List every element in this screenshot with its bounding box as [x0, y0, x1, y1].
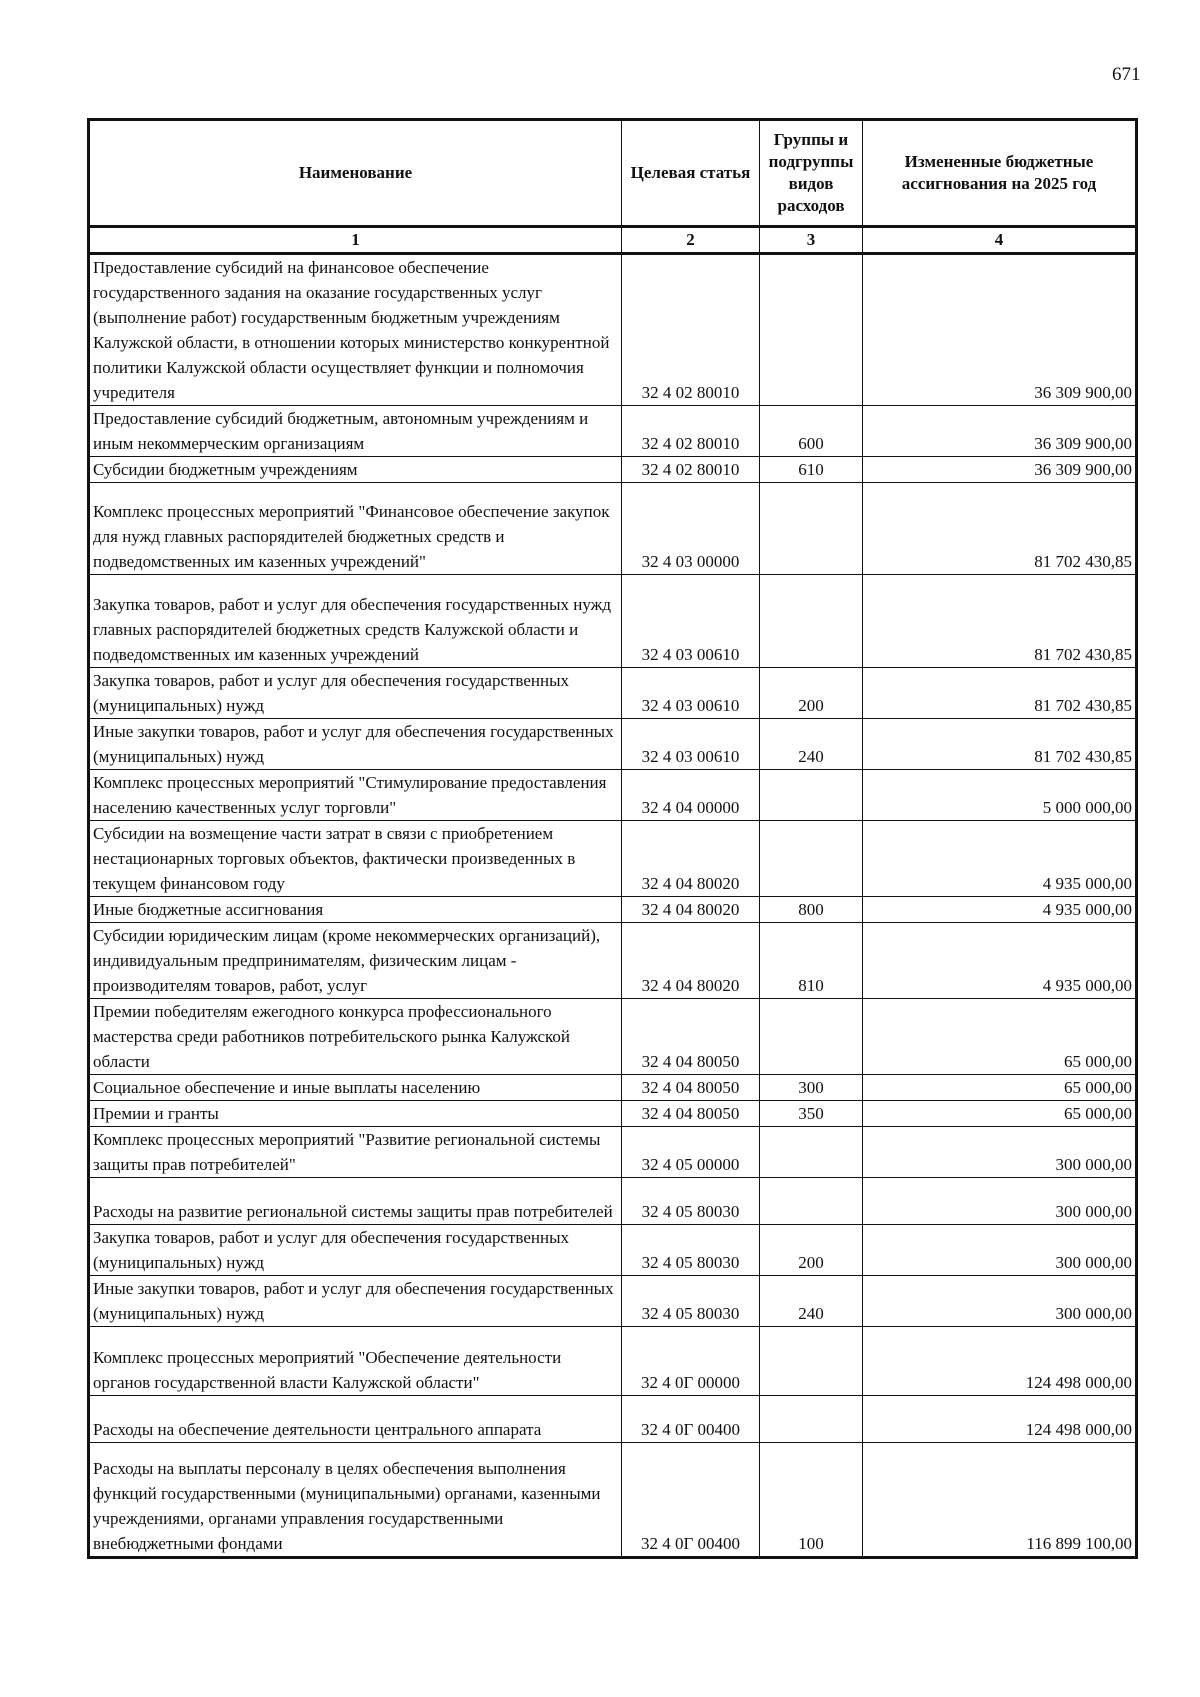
- row-group: 200: [760, 1225, 863, 1276]
- row-code: 32 4 04 80020: [622, 821, 760, 897]
- row-amount: 300 000,00: [863, 1276, 1137, 1327]
- row-amount: 36 309 900,00: [863, 457, 1137, 483]
- row-name: Премии победителям ежегодного конкурса профессионального мастерства среди работников потребительского рынка Калужской области: [89, 999, 622, 1075]
- row-name: Субсидии бюджетным учреждениям: [89, 457, 622, 483]
- table-row: [89, 575, 1137, 668]
- table-row: [89, 1178, 1137, 1225]
- header-code: Целевая статья: [622, 120, 760, 227]
- row-code: 32 4 05 00000: [622, 1127, 760, 1178]
- table-row: [89, 483, 1137, 575]
- row-group: 810: [760, 923, 863, 999]
- row-code: 32 4 04 80020: [622, 897, 760, 923]
- row-group: 300: [760, 1075, 863, 1101]
- table-row: [89, 457, 1137, 483]
- row-code: 32 4 0Г 00400: [622, 1396, 760, 1443]
- row-group: [760, 254, 863, 406]
- row-name: Закупка товаров, работ и услуг для обеспечения государственных (муниципальных) нужд: [89, 668, 622, 719]
- row-amount: 300 000,00: [863, 1225, 1137, 1276]
- row-code: 32 4 03 00610: [622, 719, 760, 770]
- row-group: 100: [760, 1443, 863, 1558]
- row-code: 32 4 0Г 00000: [622, 1327, 760, 1396]
- budget-table: [87, 118, 1138, 1559]
- table-row: [89, 668, 1137, 719]
- row-code: 32 4 04 80050: [622, 1075, 760, 1101]
- row-code: 32 4 04 80050: [622, 1101, 760, 1127]
- row-group: [760, 770, 863, 821]
- row-code: 32 4 05 80030: [622, 1276, 760, 1327]
- header-name: Наименование: [89, 120, 622, 227]
- row-name: Комплекс процессных мероприятий "Стимулирование предоставления населению качественных услуг торговли": [89, 770, 622, 821]
- row-code: 32 4 03 00000: [622, 483, 760, 575]
- row-name: Расходы на обеспечение деятельности центрального аппарата: [89, 1396, 622, 1443]
- table-row: [89, 1276, 1137, 1327]
- row-code: 32 4 02 80010: [622, 254, 760, 406]
- header-amount: Измененные бюджетные ассигнования на 2025 год: [863, 120, 1137, 227]
- table-row: [89, 923, 1137, 999]
- row-group: [760, 1127, 863, 1178]
- row-amount: 300 000,00: [863, 1127, 1137, 1178]
- row-group: [760, 1327, 863, 1396]
- row-amount: 81 702 430,85: [863, 575, 1137, 668]
- column-number-row: [89, 227, 1137, 254]
- row-group: [760, 1178, 863, 1225]
- row-group: [760, 999, 863, 1075]
- table-row: [89, 719, 1137, 770]
- row-group: 610: [760, 457, 863, 483]
- column-number: 2: [622, 227, 760, 254]
- page-number: 671: [1112, 64, 1141, 85]
- row-code: 32 4 0Г 00400: [622, 1443, 760, 1558]
- row-code: 32 4 03 00610: [622, 575, 760, 668]
- row-amount: 81 702 430,85: [863, 668, 1137, 719]
- row-amount: 65 000,00: [863, 1101, 1137, 1127]
- column-number: 3: [760, 227, 863, 254]
- row-amount: 36 309 900,00: [863, 254, 1137, 406]
- table-row: [89, 1075, 1137, 1101]
- row-group: [760, 1396, 863, 1443]
- row-group: [760, 821, 863, 897]
- row-code: 32 4 03 00610: [622, 668, 760, 719]
- row-amount: 36 309 900,00: [863, 406, 1137, 457]
- row-code: 32 4 04 00000: [622, 770, 760, 821]
- row-name: Комплекс процессных мероприятий "Обеспечение деятельности органов государственной власти Калужской области": [89, 1327, 622, 1396]
- row-code: 32 4 04 80020: [622, 923, 760, 999]
- row-code: 32 4 02 80010: [622, 406, 760, 457]
- row-name: Расходы на выплаты персоналу в целях обеспечения выполнения функций государственными (муниципальными) органами, казенными учреждениями, органами управления государственными внебюджетными фондами: [89, 1443, 622, 1558]
- row-name: Комплекс процессных мероприятий "Финансовое обеспечение закупок для нужд главных распорядителей бюджетных средств и подведомственных им казенных учреждений": [89, 483, 622, 575]
- row-code: 32 4 05 80030: [622, 1178, 760, 1225]
- row-amount: 124 498 000,00: [863, 1396, 1137, 1443]
- column-number: 1: [89, 227, 622, 254]
- table-row: [89, 406, 1137, 457]
- row-group: 240: [760, 719, 863, 770]
- row-name: Социальное обеспечение и иные выплаты населению: [89, 1075, 622, 1101]
- row-name: Комплекс процессных мероприятий "Развитие региональной системы защиты прав потребителей": [89, 1127, 622, 1178]
- row-name: Премии и гранты: [89, 1101, 622, 1127]
- row-group: [760, 483, 863, 575]
- row-name: Закупка товаров, работ и услуг для обеспечения государственных нужд главных распорядителей бюджетных средств Калужской области и подведомственных им казенных учреждений: [89, 575, 622, 668]
- row-group: 800: [760, 897, 863, 923]
- table-row: [89, 254, 1137, 406]
- row-name: Иные закупки товаров, работ и услуг для обеспечения государственных (муниципальных) нужд: [89, 1276, 622, 1327]
- table-row: [89, 897, 1137, 923]
- row-amount: 65 000,00: [863, 1075, 1137, 1101]
- table-row: [89, 1225, 1137, 1276]
- table-row: [89, 1396, 1137, 1443]
- row-group: 240: [760, 1276, 863, 1327]
- row-group: 350: [760, 1101, 863, 1127]
- header-row: [89, 120, 1137, 227]
- row-group: 200: [760, 668, 863, 719]
- table-row: [89, 821, 1137, 897]
- table-row: [89, 770, 1137, 821]
- row-name: Субсидии на возмещение части затрат в связи с приобретением нестационарных торговых объектов, фактически произведенных в текущем финансовом году: [89, 821, 622, 897]
- row-amount: 65 000,00: [863, 999, 1137, 1075]
- header-group: Группы и подгруппы видов расходов: [760, 120, 863, 227]
- row-code: 32 4 02 80010: [622, 457, 760, 483]
- table-row: [89, 1101, 1137, 1127]
- table-body: [89, 254, 1137, 1558]
- row-amount: 4 935 000,00: [863, 923, 1137, 999]
- row-code: 32 4 04 80050: [622, 999, 760, 1075]
- row-name: Иные закупки товаров, работ и услуг для обеспечения государственных (муниципальных) нужд: [89, 719, 622, 770]
- row-name: Предоставление субсидий бюджетным, автономным учреждениям и иным некоммерческим организациям: [89, 406, 622, 457]
- table-row: [89, 1443, 1137, 1558]
- row-group: 600: [760, 406, 863, 457]
- row-name: Закупка товаров, работ и услуг для обеспечения государственных (муниципальных) нужд: [89, 1225, 622, 1276]
- column-number: 4: [863, 227, 1137, 254]
- row-name: Субсидии юридическим лицам (кроме некоммерческих организаций), индивидуальным предпринимателям, физическим лицам - производителям товаров, работ, услуг: [89, 923, 622, 999]
- table-row: [89, 999, 1137, 1075]
- row-name: Предоставление субсидий на финансовое обеспечение государственного задания на оказание государственных услуг (выполнение работ) государственным бюджетным учреждениям Калужской области, в отношении которых министерство конкурентной политики Калужской области осуществляет функции и полномочия учредителя: [89, 254, 622, 406]
- row-group: [760, 575, 863, 668]
- row-amount: 300 000,00: [863, 1178, 1137, 1225]
- table-row: [89, 1127, 1137, 1178]
- row-amount: 124 498 000,00: [863, 1327, 1137, 1396]
- row-name: Иные бюджетные ассигнования: [89, 897, 622, 923]
- table-row: [89, 1327, 1137, 1396]
- row-amount: 5 000 000,00: [863, 770, 1137, 821]
- row-amount: 4 935 000,00: [863, 897, 1137, 923]
- row-amount: 81 702 430,85: [863, 719, 1137, 770]
- row-amount: 81 702 430,85: [863, 483, 1137, 575]
- row-name: Расходы на развитие региональной системы защиты прав потребителей: [89, 1178, 622, 1225]
- row-amount: 116 899 100,00: [863, 1443, 1137, 1558]
- row-code: 32 4 05 80030: [622, 1225, 760, 1276]
- row-amount: 4 935 000,00: [863, 821, 1137, 897]
